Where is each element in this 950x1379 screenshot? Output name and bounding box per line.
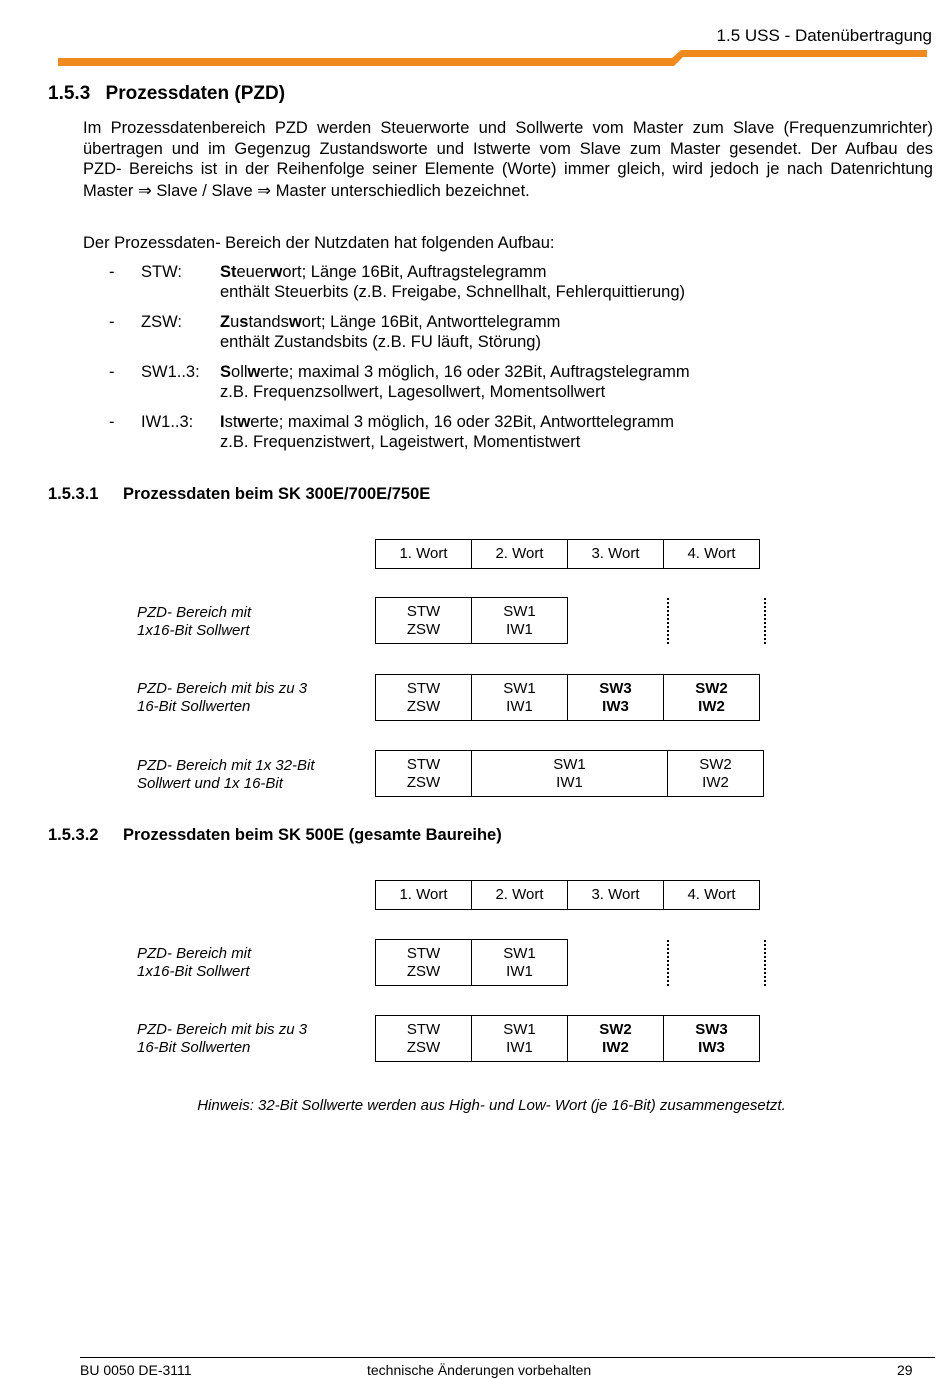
- pzd-row-table: [375, 939, 568, 986]
- item-detail: z.B. Frequenzistwert, Lageistwert, Momentistwert: [220, 433, 581, 451]
- pzd-cell: STW ZSW: [376, 940, 472, 986]
- pzd-cell-32bit: SW1 IW1: [472, 751, 668, 797]
- footer-notice: technische Änderungen vorbehalten: [367, 1362, 592, 1378]
- header-accent-bar: [0, 0, 950, 70]
- pzd-row-label: PZD- Bereich mit 1x16-Bit Sollwert: [137, 604, 252, 639]
- section-number: 1.5.3: [48, 83, 91, 104]
- pzd-row-table: [375, 674, 760, 721]
- item-description: Sollwerte; maximal 3 möglich, 16 oder 32Bit, Auftragstelegramm: [220, 363, 690, 381]
- word-cell: 3. Wort: [568, 881, 664, 910]
- word-header-table: [375, 539, 760, 569]
- dotted-boundary: [764, 598, 766, 644]
- footer-doc-id: BU 0050 DE-3111: [80, 1362, 192, 1378]
- pzd-row-label: PZD- Bereich mit bis zu 3 16-Bit Sollwerten: [137, 1021, 308, 1056]
- item-key: ZSW:: [141, 313, 182, 331]
- dotted-boundary: [667, 940, 669, 986]
- word-cell: 3. Wort: [568, 540, 664, 569]
- item-key: IW1..3:: [141, 413, 194, 431]
- subsection-heading-2: [48, 826, 502, 845]
- subsection-number: 1.5.3.1: [48, 485, 99, 503]
- dotted-boundary: [667, 598, 669, 644]
- intro-line-4: Master ⇒ Slave / Slave ⇒ Master unterschiedlich bezeichnet.: [83, 182, 530, 200]
- dotted-boundary: [764, 940, 766, 986]
- word-cell: 2. Wort: [472, 881, 568, 910]
- subsection-title: Prozessdaten beim SK 300E/700E/750E: [123, 485, 431, 503]
- word-cell: 4. Wort: [664, 881, 760, 910]
- pzd-row-label: PZD- Bereich mit 1x 32-Bit Sollwert und 1x 16-Bit: [137, 757, 315, 792]
- word-header-table: [375, 880, 760, 910]
- pzd-cell: SW3 IW3: [568, 675, 664, 721]
- word-cell: 4. Wort: [664, 540, 760, 569]
- pzd-cell: STW ZSW: [376, 675, 472, 721]
- item-dash: -: [109, 413, 115, 431]
- item-description: Steuerwort; Länge 16Bit, Auftragstelegramm: [220, 263, 547, 281]
- section-heading: [48, 83, 285, 105]
- pzd-cell: STW ZSW: [376, 598, 472, 644]
- word-cell: 1. Wort: [376, 540, 472, 569]
- item-dash: -: [109, 363, 115, 381]
- pzd-row-table: [375, 1015, 760, 1062]
- item-key: STW:: [141, 263, 182, 281]
- pzd-row-label: PZD- Bereich mit 1x16-Bit Sollwert: [137, 945, 252, 980]
- intro-line-1: Im Prozessdatenbereich PZD werden Steuerworte und Sollwerte vom Master zum Slave (Frequenzumrichter): [83, 119, 933, 137]
- word-cell: 1. Wort: [376, 881, 472, 910]
- pzd-row-table: [375, 750, 764, 797]
- pzd-cell: SW1 IW1: [472, 675, 568, 721]
- pzd-cell: STW ZSW: [376, 1016, 472, 1062]
- pzd-cell: STW ZSW: [376, 751, 472, 797]
- running-header: 1.5 USS - Datenübertragung: [716, 26, 932, 45]
- intro-line-3: PZD- Bereichs ist in der Reihenfolge seiner Elemente (Worte) immer gleich, wird jedoch je nach Datenrichtung: [83, 160, 933, 178]
- pzd-cell: SW2 IW2: [668, 751, 764, 797]
- item-detail: enthält Steuerbits (z.B. Freigabe, Schnellhalt, Fehlerquittierung): [220, 283, 685, 301]
- pzd-cell: SW2 IW2: [664, 675, 760, 721]
- footer-divider: [80, 1357, 935, 1358]
- footer-page-number: 29: [897, 1362, 913, 1378]
- item-dash: -: [109, 313, 115, 331]
- structure-intro: Der Prozessdaten- Bereich der Nutzdaten hat folgenden Aufbau:: [83, 234, 555, 252]
- item-description: Zustandswort; Länge 16Bit, Antworttelegramm: [220, 313, 561, 331]
- subsection-number: 1.5.3.2: [48, 826, 99, 844]
- item-dash: -: [109, 263, 115, 281]
- word-cell: 2. Wort: [472, 540, 568, 569]
- item-detail: enthält Zustandsbits (z.B. FU läuft, Störung): [220, 333, 541, 351]
- pzd-cell: SW1 IW1: [472, 598, 568, 644]
- pzd-cell: SW1 IW1: [472, 1016, 568, 1062]
- item-description: Istwerte; maximal 3 möglich, 16 oder 32Bit, Antworttelegramm: [220, 413, 674, 431]
- item-detail: z.B. Frequenzsollwert, Lagesollwert, Momentsollwert: [220, 383, 606, 401]
- item-key: SW1..3:: [141, 363, 200, 381]
- pzd-row-table: [375, 597, 568, 644]
- section-title: Prozessdaten (PZD): [105, 83, 286, 104]
- note-text: Hinweis: 32-Bit Sollwerte werden aus High- und Low- Wort (je 16-Bit) zusammengesetzt.: [197, 1097, 786, 1114]
- intro-line-2: übertragen und im Gegenzug Zustandsworte und Istwerte vom Slave zum Master gesendet. Der Aufbau des: [83, 140, 933, 158]
- pzd-row-label: PZD- Bereich mit bis zu 3 16-Bit Sollwerten: [137, 680, 308, 715]
- pzd-cell: SW2 IW2: [568, 1016, 664, 1062]
- pzd-cell: SW1 IW1: [472, 940, 568, 986]
- subsection-title: Prozessdaten beim SK 500E (gesamte Baureihe): [123, 826, 502, 844]
- subsection-heading-1: [48, 485, 430, 504]
- pzd-cell: SW3 IW3: [664, 1016, 760, 1062]
